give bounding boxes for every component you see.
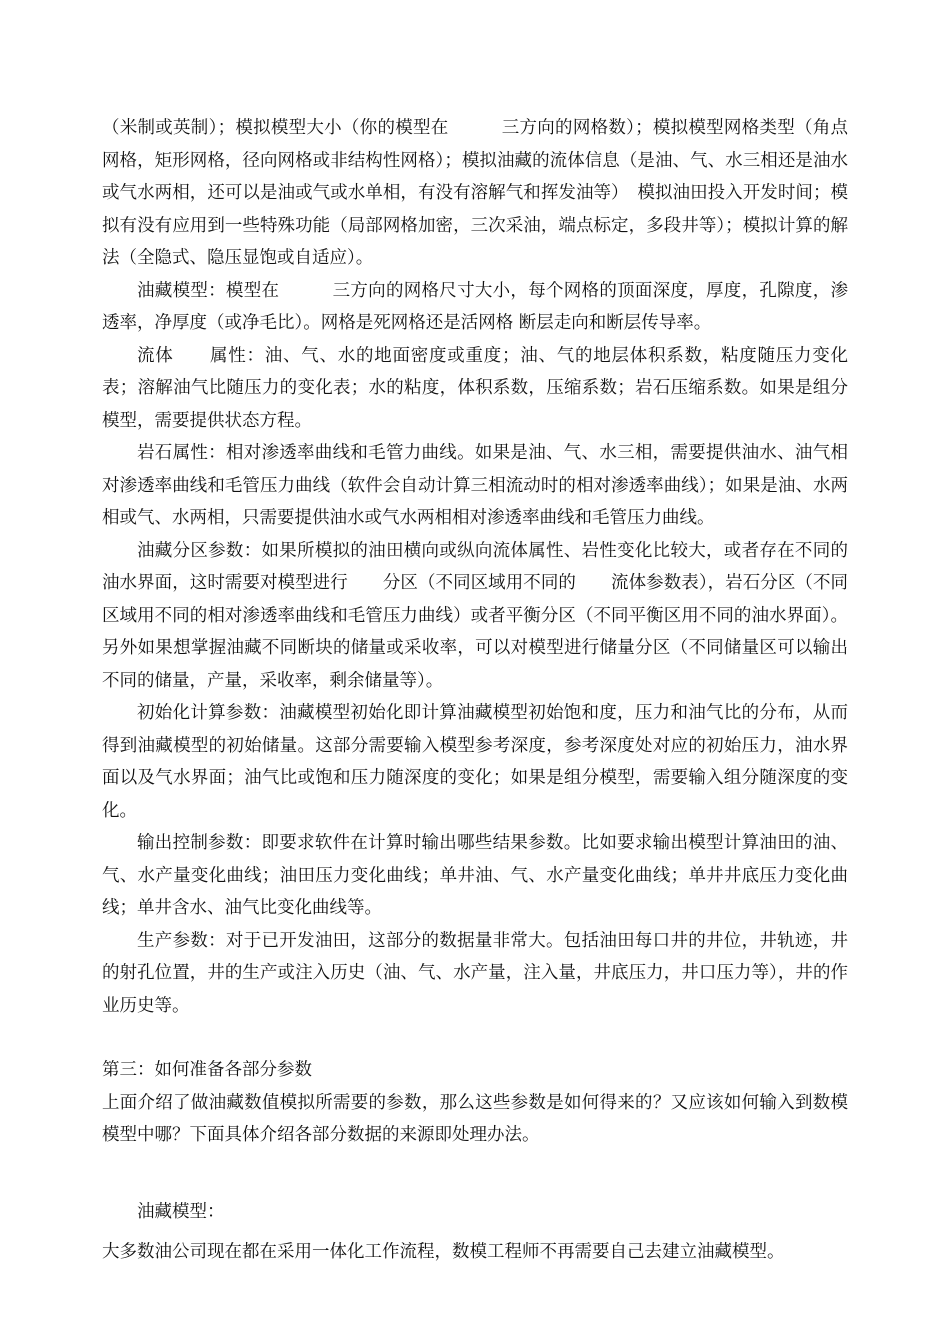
- paragraph-fluid-properties: 流体 属性：油、气、水的地面密度或重度；油、气的地层体积系数，粘度随压力变化表；溶解油气比随压力的变化表；水的粘度，体积系数，压缩系数；岩石压缩系数。如果是组分模型，需要提供状态方程。: [102, 345, 848, 431]
- document-page: [102, 112, 848, 1269]
- section-heading: 第三：如何准备各部分参数: [102, 1060, 312, 1080]
- subheading-reservoir-model: 油藏模型：: [137, 1201, 225, 1222]
- paragraph-output-control: 输出控制参数：即要求软件在计算时输出哪些结果参数。比如要求输出模型计算油田的油、气、水产量变化曲线；油田压力变化曲线；单井油、气、水产量变化曲线；单井井底压力变化曲线；单井含水、油气比变化曲线等。: [102, 833, 848, 918]
- paragraph-region-parameters: 油藏分区参数：如果所模拟的油田横向或纵向流体属性、岩性变化比较大，或者存在不同的油水界面，这时需要对模型进行 分区（不同区域用不同的 流体参数表），岩石分区（不同区域用不同的相对渗透率曲线和毛管压力曲线）或者平衡分区（不同平衡区用不同的油水界面）。另外如果想掌握油藏不同断块的储量或采收率，可以对模型进行储量分区（不同储量区可以输出不同的储量，产量，采收率，剩余储量等）。: [102, 540, 848, 691]
- paragraph-production: 生产参数：对于已开发油田，这部分的数据量非常大。包括油田每口井的井位，井轨迹，井的射孔位置，井的生产或注入历史（油、气、水产量，注入量，井底压力，井口压力等），井的作业历史等。: [102, 930, 848, 1016]
- paragraph-reservoir-model: 油藏模型：模型在 三方向的网格尺寸大小，每个网格的顶面深度，厚度，孔隙度，渗透率，净厚度（或净毛比）。网格是死网格还是活网格 断层走向和断层传导率。: [102, 280, 848, 333]
- paragraph-workflow: 大多数油公司现在都在采用一体化工作流程，数模工程师不再需要自己去建立油藏模型。: [102, 1242, 785, 1262]
- paragraph-model-settings: （米制或英制）；模拟模型大小（你的模型在 三方向的网格数）；模拟模型网格类型（角点网格，矩形网格，径向网格或非结构性网格）；模拟油藏的流体信息（是油、气、水三相还是油水或气水两相，还可以是油或气或水单相，有没有溶解气和挥发油等） 模拟油田投入开发时间；模拟有没有应用到一些特殊功能（局部网格加密，三次采油，端点标定，多段井等）；模拟计算的解法（全隐式、隐压显饱或自适应）。: [102, 118, 848, 268]
- paragraph-rock-properties: 岩石属性：相对渗透率曲线和毛管力曲线。如果是油、气、水三相，需要提供油水、油气相对渗透率曲线和毛管压力曲线（软件会自动计算三相流动时的相对渗透率曲线）；如果是油、水两相或气、水两相，只需要提供油水或气水两相相对渗透率曲线和毛管压力曲线。: [102, 443, 848, 528]
- paragraph-intro: 上面介绍了做油藏数值模拟所需要的参数，那么这些参数是如何得来的？又应该如何输入到数模模型中哪？下面具体介绍各部分数据的来源即处理办法。: [102, 1092, 848, 1145]
- paragraph-initialization: 初始化计算参数：油藏模型初始化即计算油藏模型初始饱和度，压力和油气比的分布，从而得到油藏模型的初始储量。这部分需要输入模型参考深度，参考深度处对应的初始压力，油水界面以及气水界面；油气比或饱和压力随深度的变化；如果是组分模型，需要输入组分随深度的变化。: [102, 703, 848, 821]
